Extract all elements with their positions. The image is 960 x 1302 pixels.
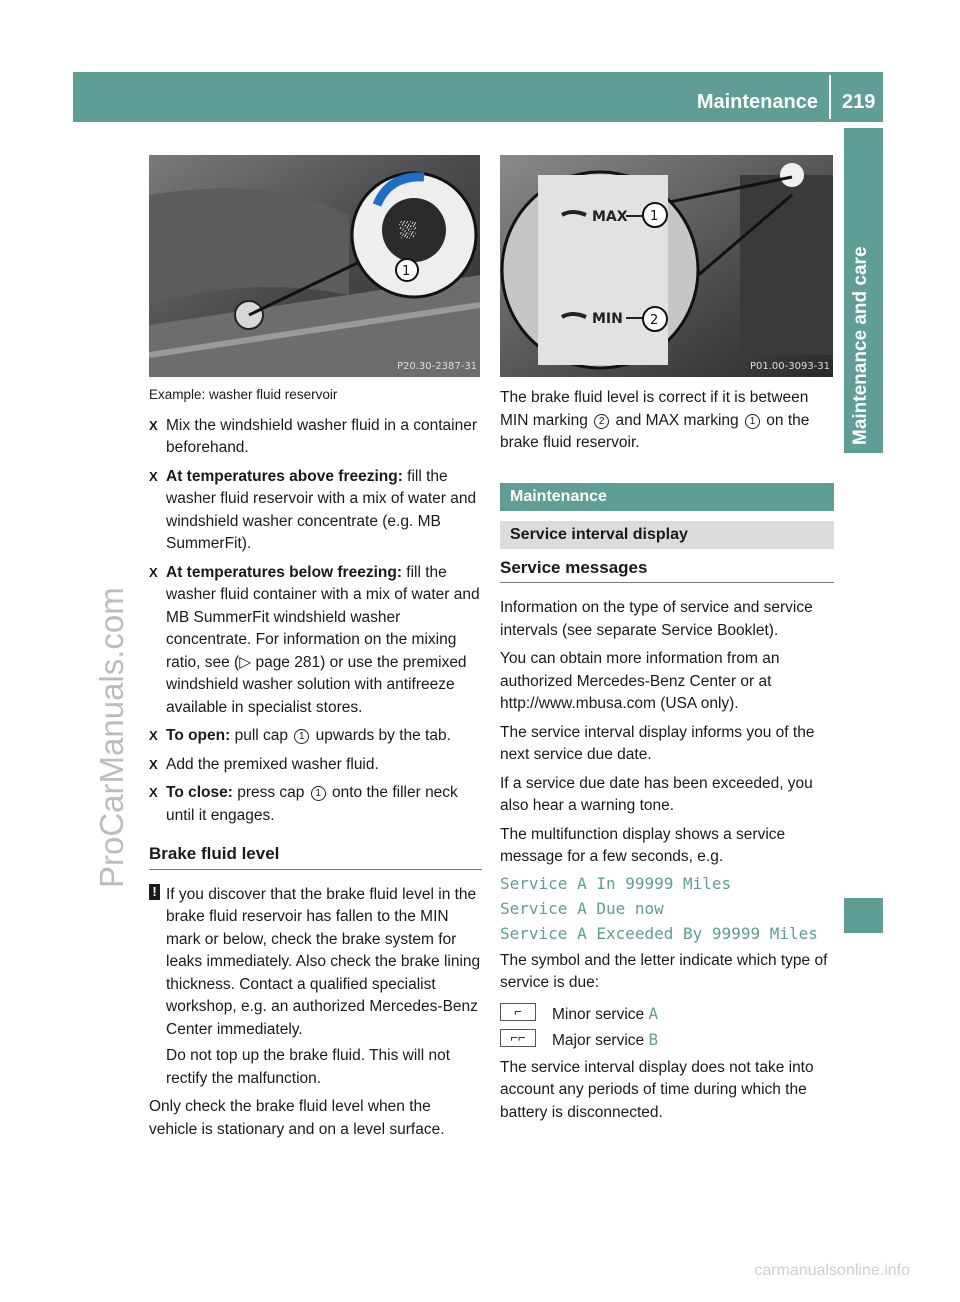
brake-fluid-heading: Brake fluid level [149,843,482,870]
washer-reservoir-photo [149,155,480,377]
warning-note: ! If you discover that the brake fluid level in the brake fluid reservoir has fallen to the MIN mark or below, check the brake system for leaks immediately. Also check the brake lining thickness. Contact a qualified specialist workshop, e.g. an authorized Mercedes-Benz Center immediately. Do not top up the brake fluid. This will not rectify the malfunction. [149,884,482,1091]
footer-watermark: carmanualsonline.info [754,1262,910,1279]
step: X To close: press cap 1 onto the filler neck until it engages. [149,784,458,824]
step: X Mix the windshield washer fluid in a container beforehand. [149,416,478,456]
max-marking: MAX [592,209,628,225]
paragraph: Information on the type of service and service intervals (see separate Service Booklet). [500,599,813,639]
step-marker: X [149,417,158,433]
paragraph: You can obtain more information from an authorized Mercedes-Benz Center or at http://www.mbusa.com (USA only). [500,650,780,712]
step-marker: X [149,728,158,743]
figure-caption: Example: washer fluid reservoir [149,387,338,402]
figure-code: P01.00-3093-31 [750,361,831,372]
step-marker: X [149,468,158,484]
paragraph: Only check the brake fluid level when the vehicle is stationary and on a level surface. [149,1098,445,1138]
page-title: Maintenance [696,91,818,113]
paragraph: The service interval display informs you of the next service due date. [500,723,815,763]
brake-level-paragraph: The brake fluid level is correct if it is between MIN marking 2 and MAX marking 1 on the brake fluid reservoir. [500,389,810,451]
double-wrench-icon: ⌐⌐ [500,1029,536,1047]
callout-1: 1 [650,209,659,224]
paragraph: The symbol and the letter indicate which type of service is due: [500,951,828,991]
display-message: Service A In 99999 Miles [500,873,732,893]
callout-ref: 1 [311,786,326,801]
callout-1: 1 [402,264,411,279]
paragraph: If a service due date has been exceeded, you also hear a warning tone. [500,774,813,814]
watermark: ProCarManuals.com [93,587,130,889]
callout-ref: 2 [594,414,609,429]
callout-ref: 1 [294,729,309,744]
step-marker: X [149,756,158,772]
left-column [149,384,482,1147]
display-message: Service A Due now [500,898,664,918]
side-marker [844,898,883,933]
right-column [500,387,834,1130]
header-divider [829,75,831,119]
svg-text:⛆: ⛆ [399,219,417,244]
minor-service-row: ⌐ Minor service A [500,1001,834,1023]
subsection-bar: Service interval display [500,521,834,549]
callout-ref: 1 [745,414,760,429]
paragraph: The multifunction display shows a service message for a few seconds, e.g. [500,825,786,865]
section-bar-maintenance: Maintenance [500,483,834,511]
step: X At temperatures above freezing: fill the washer fluid reservoir with a mix of water and windshield washer concentrate (e.g. MB SummerFit). [149,467,477,552]
display-message: Service A Exceeded By 99999 Miles [500,923,818,943]
side-tab-label: Maintenance and care [850,246,871,445]
warning-icon: ! [149,884,160,900]
step: X At temperatures below freezing: fill the washer fluid container with a mix of water and MB SummerFit windshield washer concentrate. For information on the mixing ratio, see (▷ page 281) or use the premixed windshield washer solution with antifreeze available in specialist stores. [149,563,480,716]
figure-code: P20.30-2387-31 [397,361,478,372]
paragraph: The service interval display does not take into account any periods of time during which the battery is disconnected. [500,1058,814,1121]
major-service-row: ⌐⌐ Major service B [500,1027,834,1049]
callout-2: 2 [650,313,659,328]
page-number: 219 [842,91,876,113]
brake-reservoir-photo [500,155,833,377]
step-marker: X [149,564,158,580]
wrench-icon: ⌐ [500,1003,536,1021]
service-messages-heading: Service messages [500,557,834,584]
min-marking: MIN [592,311,623,327]
step: X To open: pull cap 1 upwards by the tab. [149,725,482,748]
step: X Add the premixed washer fluid. [149,754,482,777]
step-marker: X [149,785,158,800]
